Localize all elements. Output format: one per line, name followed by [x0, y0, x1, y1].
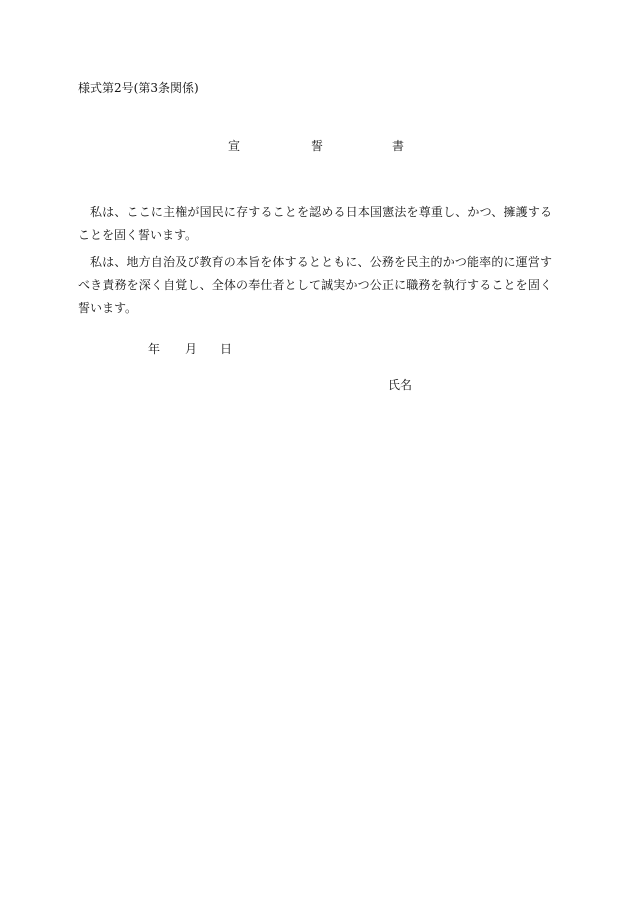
form-number: 様式第2号(第3条関係) — [78, 81, 199, 95]
document-title-char-1: 宣 — [228, 139, 241, 153]
month-label: 月 — [185, 342, 198, 356]
document-title-char-3: 書 — [392, 139, 405, 153]
oath-paragraph-constitution: 私は、ここに主権が国民に存することを認める日本国憲法を尊重し、かつ、擁護することを固く誓います。 — [78, 205, 552, 242]
oath-paragraph-public-service: 私は、地方自治及び教育の本旨を体するとともに、公務を民主的かつ能率的に運営すべき責務を深く自覚し、全体の奉仕者として誠実かつ公正に職務を執行することを固く誓います。 — [78, 255, 552, 315]
day-label: 日 — [220, 342, 233, 356]
name-label: 氏名 — [388, 378, 413, 392]
document-title-char-2: 誓 — [311, 139, 324, 153]
year-label: 年 — [148, 342, 161, 356]
